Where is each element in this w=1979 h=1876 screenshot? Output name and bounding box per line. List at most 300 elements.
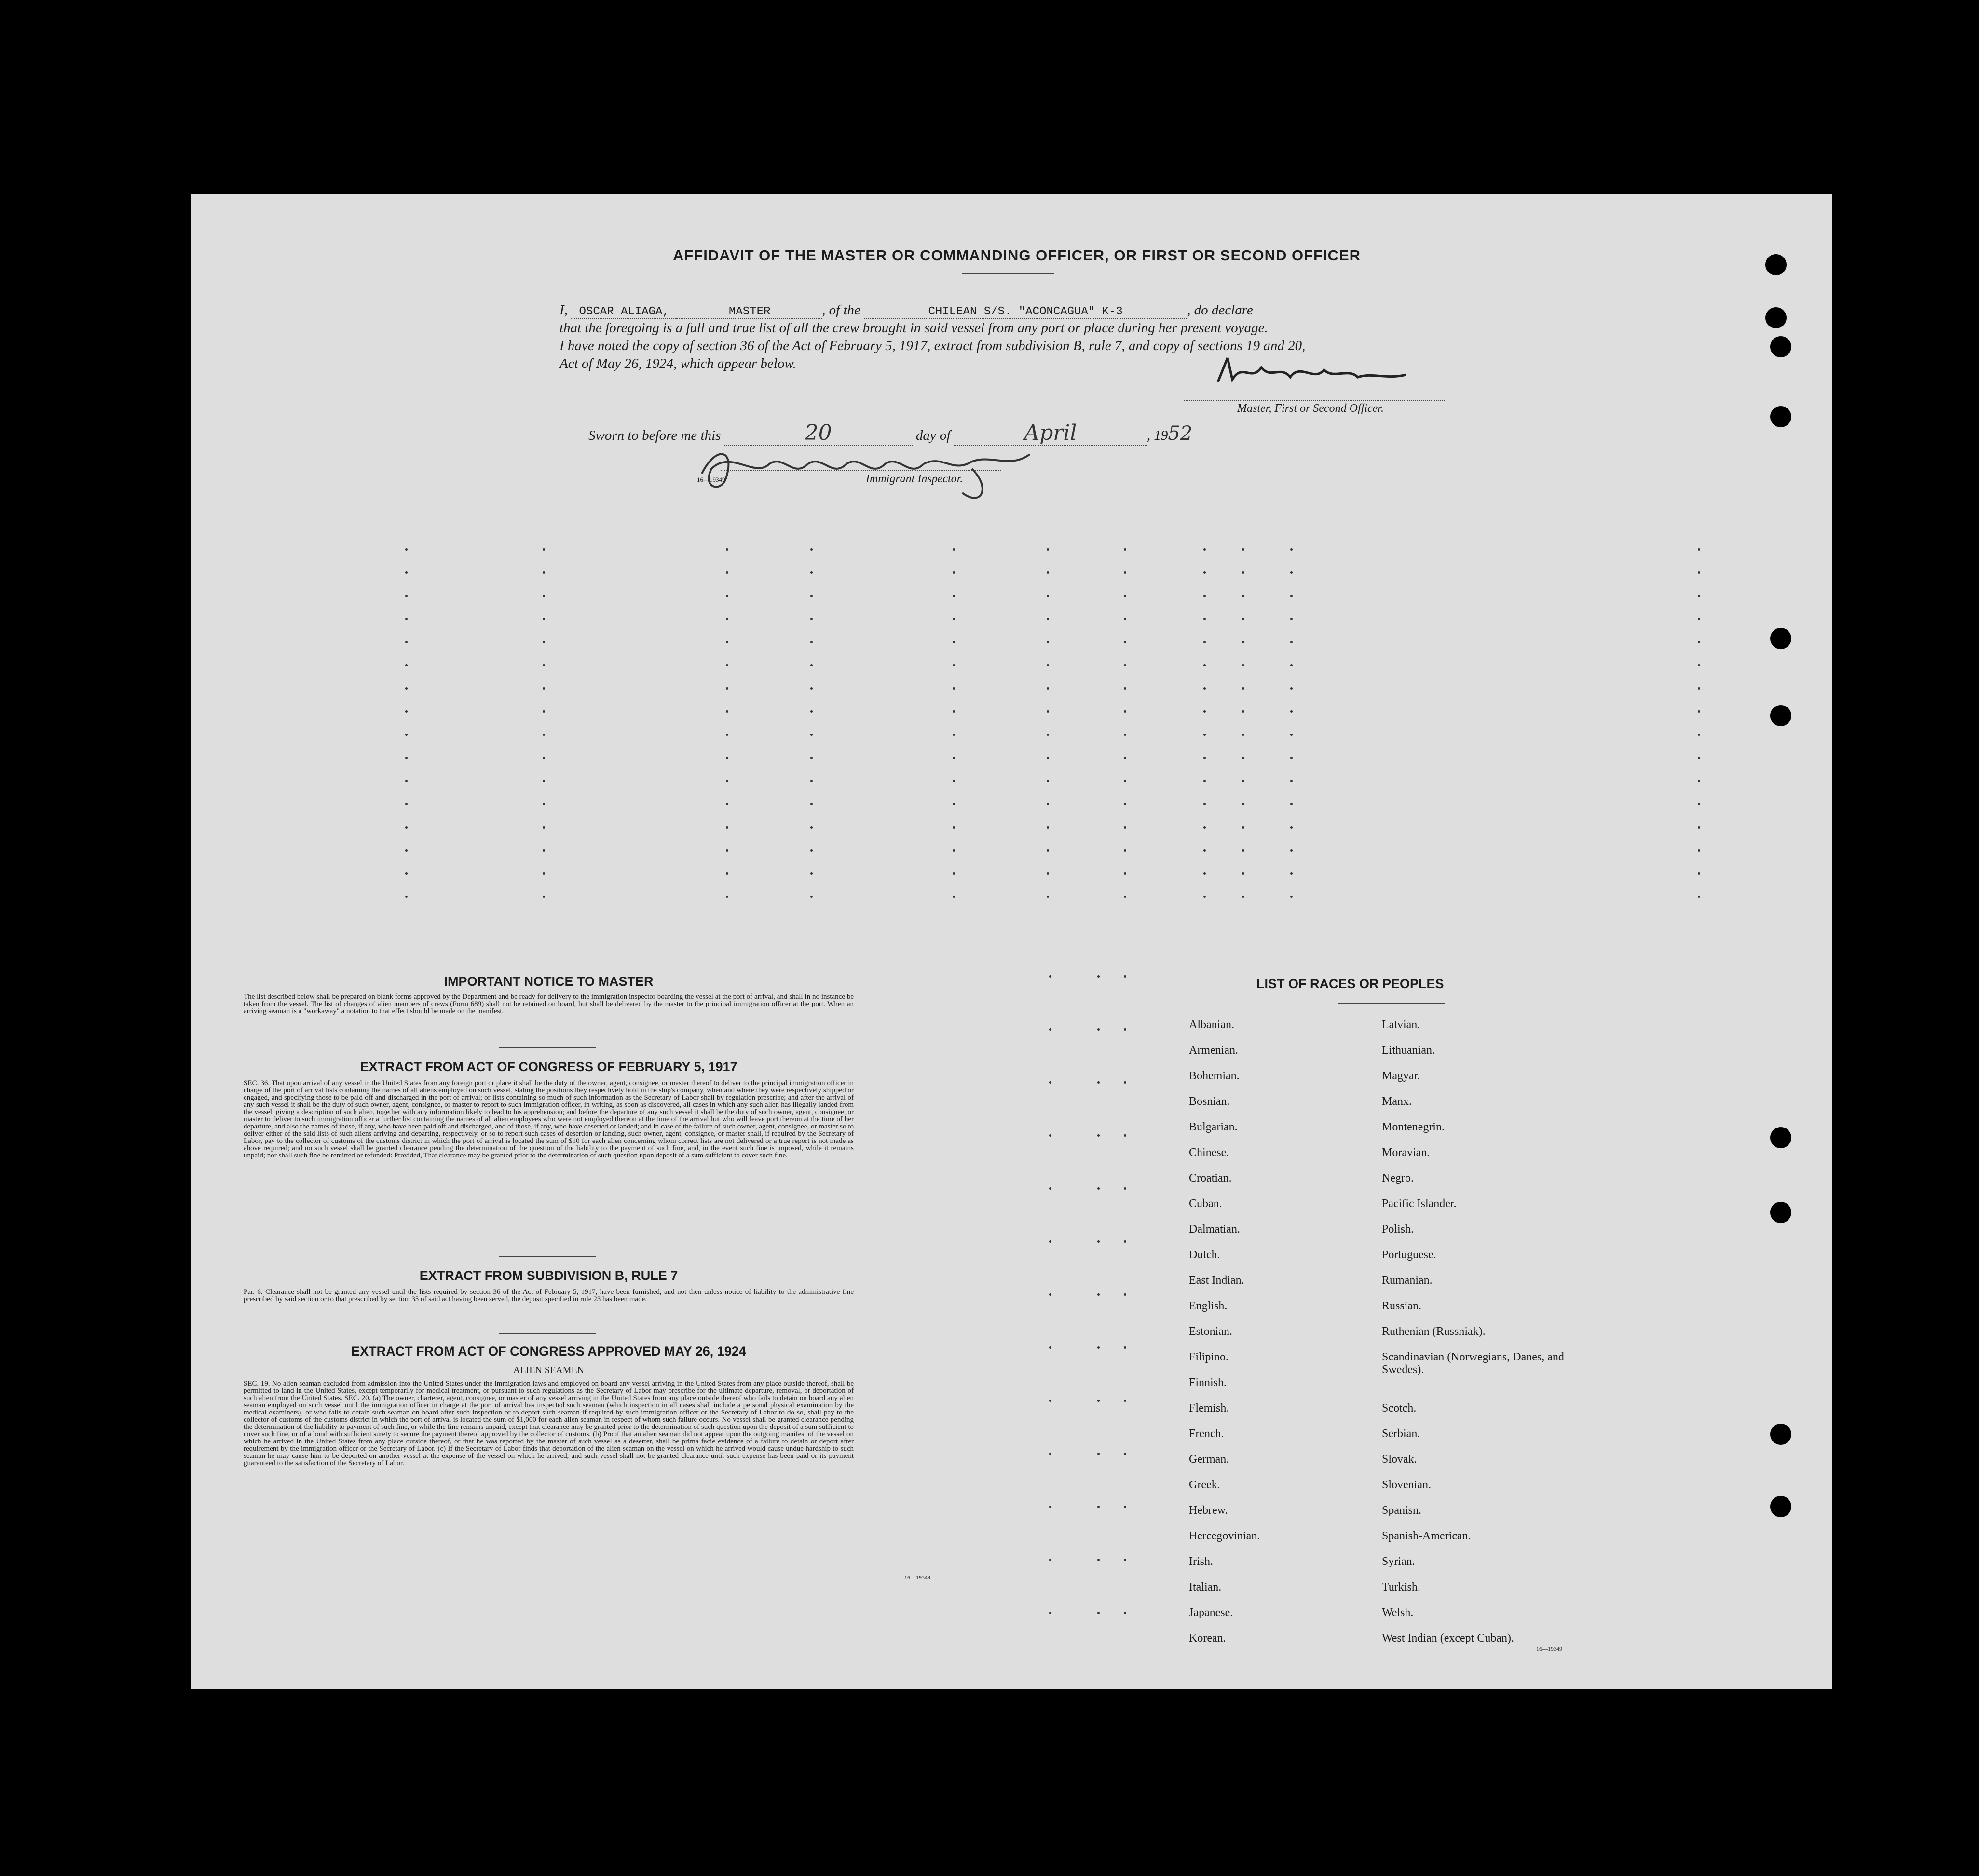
guide-dot <box>1097 1240 1100 1243</box>
affidavit-line-1 <box>560 302 1253 319</box>
races-title: LIST OF RACES OR PEOPLES <box>1256 977 1444 991</box>
guide-dot <box>1049 1240 1051 1243</box>
race-item: Negro. <box>1382 1172 1414 1184</box>
guide-dot <box>1097 1028 1100 1031</box>
guide-dot <box>1203 641 1206 643</box>
guide-dot <box>953 687 955 690</box>
guide-dot <box>1124 1134 1126 1137</box>
guide-dot <box>1047 734 1049 736</box>
guide-dot <box>1097 1187 1100 1190</box>
guide-dot <box>1203 571 1206 574</box>
guide-dot <box>1242 872 1244 875</box>
race-item: East Indian. <box>1189 1274 1244 1287</box>
guide-dot <box>1049 1453 1051 1455</box>
divider-1 <box>499 1047 596 1048</box>
form-number-top: 16—19349 <box>697 476 725 483</box>
guide-dot <box>1124 641 1126 643</box>
guide-dot <box>1242 571 1244 574</box>
guide-dot <box>1203 896 1206 898</box>
guide-dot <box>1124 803 1126 805</box>
guide-dot <box>810 849 813 852</box>
of-the: , of the <box>822 302 860 318</box>
guide-dot <box>1097 1400 1100 1402</box>
guide-dot <box>1049 1612 1051 1614</box>
guide-dot <box>405 618 408 620</box>
extract3-body: SEC. 19. No alien seaman excluded from admission into the United States under the immigration laws and employed on board any vessel arriving in the United States from any place outside thereof, shall be permitted to land in the United States, except temporarily for medical treatment, or pursuant to such regulations as the Secretary of Labor may prescribe for the ultimate departure, removal, or deportation of such alien from the United States. SEC. 20. (a) The owner, charterer, agent, consignee, or master of any vessel arriving in the United States from any place outside thereof who fails to detain on board any alien seaman employed on such vessel until the immigration officer in charge at the port of arrival has inspected such seaman (which inspection in all cases shall include a personal physical examination by the medical examiners), or who fails to detain such seaman on board after such inspection or to deport such seaman if required by such immigration officer or the Secretary of Labor to do so, shall pay to the collector of customs of the customs district in which the port of arrival is located the sum of $1,000 for each alien seaman in respect of whom such failure occurs. No vessel shall be granted clearance pending the determination of the liability to payment of such fine, or while the fine remains unpaid, except that clearance may be granted prior to the determination of such question upon the deposit of a sum sufficient to cover such fine, or of a bond with sufficient surety to secure the payment thereof approved by the collector of customs. (b) Proof that an alien seaman did not appear upon the outgoing manifest of the vessel on which he arrived in the United States from any place outside thereof, or that he was reported by the master of such vessel as a deserter, shall be prima facie evidence of a failure to detain or deport after requirement by the immigration officer or the Secretary of Labor. (c) If the Secretary of Labor finds that deportation of the alien seaman on the vessel on which he arrived would cause undue hardship to such seaman he may cause him to be deported on another vessel at the expense of the vessel on which he arrived, and such vessel shall not be granted clearance until such expense has been paid or its payment guaranteed to the satisfaction of the Secretary of Labor. <box>244 1380 854 1467</box>
guide-dot <box>810 826 813 829</box>
guide-dot <box>1242 664 1244 666</box>
guide-dot <box>953 571 955 574</box>
guide-dot <box>1242 780 1244 782</box>
guide-dot <box>1047 687 1049 690</box>
guide-dot <box>810 595 813 597</box>
master-signature-line <box>1184 400 1445 401</box>
guide-dot <box>953 664 955 666</box>
master-signature <box>1213 353 1416 392</box>
guide-dot <box>1124 710 1126 713</box>
master-name: OSCAR ALIAGA, <box>571 305 677 319</box>
divider-2 <box>499 1256 596 1257</box>
title-divider <box>962 273 1054 274</box>
guide-dot <box>1203 734 1206 736</box>
race-item: Korean. <box>1189 1632 1226 1645</box>
race-item: Turkish. <box>1382 1581 1420 1593</box>
guide-dot <box>1203 618 1206 620</box>
divider-3 <box>499 1333 596 1334</box>
guide-dot <box>1049 1400 1051 1402</box>
race-item: French. <box>1189 1427 1224 1440</box>
race-item: Polish. <box>1382 1223 1414 1236</box>
guide-dot <box>810 687 813 690</box>
guide-dot <box>1124 826 1126 829</box>
guide-dot <box>1124 687 1126 690</box>
guide-dot <box>1047 872 1049 875</box>
guide-dot <box>1203 595 1206 597</box>
sworn-label: Sworn to before me this <box>588 428 721 443</box>
guide-dot <box>1047 618 1049 620</box>
race-item: Bulgarian. <box>1189 1121 1238 1133</box>
guide-dot <box>1097 1293 1100 1296</box>
guide-dot <box>1290 571 1293 574</box>
race-item: Scotch. <box>1382 1402 1417 1414</box>
race-item: Ruthenian (Russniak). <box>1382 1325 1486 1338</box>
guide-dot <box>1047 757 1049 759</box>
guide-dot <box>953 872 955 875</box>
guide-dot <box>1698 849 1700 852</box>
guide-dot <box>810 896 813 898</box>
guide-dot <box>1049 1559 1051 1561</box>
races-divider <box>1338 1003 1445 1004</box>
guide-dot <box>953 710 955 713</box>
race-item: Syrian. <box>1382 1555 1415 1568</box>
guide-dot <box>543 734 545 736</box>
guide-dot <box>953 849 955 852</box>
race-item: Rumanian. <box>1382 1274 1433 1287</box>
document-page <box>191 194 1832 1689</box>
guide-dot <box>543 687 545 690</box>
guide-dot <box>1049 1506 1051 1508</box>
guide-dot <box>405 641 408 643</box>
race-item: Albanian. <box>1189 1019 1234 1031</box>
race-item: Bosnian. <box>1189 1095 1230 1108</box>
affidavit-title: AFFIDAVIT OF THE MASTER OR COMMANDING OFFICER, OR FIRST OR SECOND OFFICER <box>673 247 1361 264</box>
guide-dot <box>1124 1187 1126 1190</box>
guide-dot <box>1242 641 1244 643</box>
race-item: Lithuanian. <box>1382 1044 1435 1057</box>
guide-dot <box>1097 1612 1100 1614</box>
guide-dot <box>543 849 545 852</box>
guide-dot <box>1290 896 1293 898</box>
guide-dot <box>405 664 408 666</box>
race-item: Spanish-American. <box>1382 1530 1471 1542</box>
race-item: Welsh. <box>1382 1606 1414 1619</box>
punch-hole <box>1770 1127 1791 1148</box>
guide-dot <box>810 548 813 551</box>
guide-dot <box>1047 803 1049 805</box>
extract2-title: EXTRACT FROM SUBDIVISION B, RULE 7 <box>419 1268 678 1283</box>
inspector-signature-line <box>721 470 1001 471</box>
guide-dot <box>953 896 955 898</box>
guide-dot <box>1242 734 1244 736</box>
vessel-name: CHILEAN S/S. "ACONCAGUA" K-3 <box>864 305 1187 319</box>
guide-dot <box>726 641 728 643</box>
guide-dot <box>405 826 408 829</box>
guide-dot <box>1047 896 1049 898</box>
guide-dot <box>953 595 955 597</box>
guide-dot <box>1049 1293 1051 1296</box>
race-item: Portuguese. <box>1382 1249 1436 1261</box>
guide-dot <box>405 548 408 551</box>
guide-dot <box>726 571 728 574</box>
extract1-body: SEC. 36. That upon arrival of any vessel in the United States from any foreign port or place it shall be the duty of the owner, agent, consignee, or master thereof to deliver to the principal immigration officer in charge of the port of arrival lists containing the names of all aliens employed on such vessel, stating the positions they respectively hold in the ship's company, when and where they were respectively shipped or engaged, and specifying those to be paid off and discharged in the port of arrival; or lists containing so much of such information as the Secretary of Labor shall by regulation prescribe; and after the arrival of any such vessel it shall be the duty of such owner, agent, consignee, or master to report to such immigration officer, in writing, as soon as discovered, all cases in which any such alien has illegally landed from the vessel, giving a description of such alien, together with any information likely to lead to his apprehension; and before the departure of any such vessel it shall be the duty of such owner, agent, consignee, or master to deliver to such immigration officer a further list containing the names of all alien employees who were not employed thereon at the time of the arrival but who will leave port thereon at the time of her departure, and also the names of those, if any, who have been paid off and discharged, and of those, if any, who have deserted or landed; and in case of the failure of such owner, agent, consignee, or master so to deliver either of the said lists of such aliens arriving and departing, respectively, or so to report such cases of desertion or landing, such owner, agent, consignee, or master shall, if required by the Secretary of Labor, pay to the collector of customs of the customs district in which the port of arrival is located the sum of $10 for each alien concerning whom correct lists are not delivered or a true report is not made as above required; and no such vessel shall be granted clearance pending the determination of the question of the liability to the payment of such fine, and, in the event such fine is imposed, while it remains unpaid; nor shall such fine be remitted or refunded: Provided, That clearance may be granted prior to the determination of such question upon deposit of a sum sufficient to cover such fine. <box>244 1079 854 1159</box>
punch-hole <box>1770 1424 1791 1445</box>
guide-dot <box>953 803 955 805</box>
guide-dot <box>1698 872 1700 875</box>
races-column-1 <box>1189 1019 1260 1658</box>
race-item: Moravian. <box>1382 1146 1430 1159</box>
guide-dot <box>1242 548 1244 551</box>
guide-dot <box>1124 849 1126 852</box>
race-item: Montenegrin. <box>1382 1121 1445 1133</box>
punch-hole <box>1770 336 1791 357</box>
guide-dot <box>1124 664 1126 666</box>
guide-dot <box>1047 780 1049 782</box>
guide-dot <box>1049 1081 1051 1084</box>
guide-dot <box>1698 548 1700 551</box>
race-item: Bohemian. <box>1189 1070 1240 1082</box>
guide-dot <box>1124 1081 1126 1084</box>
race-item: Hebrew. <box>1189 1504 1228 1517</box>
guide-dot <box>1097 1081 1100 1084</box>
guide-dot <box>1097 1134 1100 1137</box>
guide-dot <box>726 687 728 690</box>
guide-dot <box>810 757 813 759</box>
guide-dot <box>1290 826 1293 829</box>
guide-dot <box>405 595 408 597</box>
guide-dot <box>726 849 728 852</box>
guide-dot <box>1124 975 1126 978</box>
guide-dot <box>1698 826 1700 829</box>
day-of-label: day of <box>915 428 951 443</box>
guide-dot <box>1124 618 1126 620</box>
guide-dot <box>543 896 545 898</box>
guide-dot <box>726 896 728 898</box>
race-item: English. <box>1189 1300 1228 1312</box>
guide-dot <box>405 571 408 574</box>
race-item: Manx. <box>1382 1095 1412 1108</box>
extract3-subtitle: ALIEN SEAMEN <box>513 1365 585 1375</box>
guide-dot <box>810 872 813 875</box>
guide-dot <box>726 826 728 829</box>
guide-dot <box>1203 803 1206 805</box>
guide-dot <box>1290 618 1293 620</box>
guide-dot <box>1047 826 1049 829</box>
guide-dot <box>726 595 728 597</box>
do-declare: , do declare <box>1187 302 1253 318</box>
guide-dot <box>1290 710 1293 713</box>
race-item: Spanisn. <box>1382 1504 1422 1517</box>
guide-dot <box>1698 757 1700 759</box>
guide-dot <box>405 849 408 852</box>
notice-title: IMPORTANT NOTICE TO MASTER <box>444 974 654 989</box>
guide-dot <box>810 641 813 643</box>
guide-dot <box>1124 1240 1126 1243</box>
guide-dot <box>1242 710 1244 713</box>
guide-dot <box>1242 826 1244 829</box>
guide-dot <box>953 780 955 782</box>
race-item: Latvian. <box>1382 1019 1420 1031</box>
guide-dot <box>1698 641 1700 643</box>
guide-dot <box>1047 548 1049 551</box>
guide-dot <box>1698 571 1700 574</box>
guide-dot <box>1242 849 1244 852</box>
guide-dot <box>1290 641 1293 643</box>
guide-dot <box>810 734 813 736</box>
guide-dot <box>1124 1453 1126 1455</box>
guide-dot <box>1290 849 1293 852</box>
guide-dot <box>1242 687 1244 690</box>
form-number-bottom-left: 16—19349 <box>904 1574 930 1581</box>
guide-dot <box>1124 1612 1126 1614</box>
punch-hole <box>1770 406 1791 427</box>
guide-dot <box>1203 710 1206 713</box>
race-item: Greek. <box>1189 1479 1220 1491</box>
guide-dot <box>543 710 545 713</box>
guide-dot <box>726 548 728 551</box>
guide-dot <box>1124 1400 1126 1402</box>
punch-hole <box>1770 1202 1791 1223</box>
guide-dot <box>543 664 545 666</box>
race-item: Finnish. <box>1189 1376 1227 1389</box>
guide-dot <box>953 734 955 736</box>
guide-dot <box>1203 687 1206 690</box>
guide-dot <box>1242 803 1244 805</box>
punch-hole <box>1770 1496 1791 1517</box>
notice-body: The list described below shall be prepared on blank forms approved by the Department and be ready for delivery to the immigration inspector boarding the vessel at the port of arrival, and shall in no instance be taken from the vessel. The list of changes of alien members of crews (Form 689) shall not be retained on board, but shall be delivered by the master to the principal immigration officer at the port. When an arriving seaman is a "workaway" a notation to that effect should be made on the manifest. <box>244 993 854 1015</box>
guide-dot <box>1698 780 1700 782</box>
guide-dot <box>543 780 545 782</box>
guide-dot <box>543 595 545 597</box>
punch-hole <box>1770 705 1791 726</box>
guide-dot <box>1047 849 1049 852</box>
guide-dot <box>543 641 545 643</box>
race-item: Italian. <box>1189 1581 1222 1593</box>
race-item: Dutch. <box>1189 1249 1220 1261</box>
guide-dot <box>1097 1559 1100 1561</box>
guide-dot <box>543 571 545 574</box>
guide-dot <box>1203 780 1206 782</box>
master-label: Master, First or Second Officer. <box>1237 402 1384 415</box>
guide-dot <box>1124 896 1126 898</box>
race-item: Armenian. <box>1189 1044 1238 1057</box>
guide-dot <box>1124 548 1126 551</box>
guide-dot <box>543 872 545 875</box>
race-item: Slovak. <box>1382 1453 1417 1466</box>
guide-dot <box>1290 734 1293 736</box>
guide-dot <box>1124 1346 1126 1349</box>
guide-dot <box>1124 571 1126 574</box>
guide-dot <box>1049 1187 1051 1190</box>
guide-dot <box>1203 826 1206 829</box>
guide-dot <box>953 548 955 551</box>
inspector-signature <box>682 435 1049 507</box>
race-item: Japanese. <box>1189 1606 1233 1619</box>
guide-dot <box>726 872 728 875</box>
guide-dot <box>726 734 728 736</box>
affidavit-line-2: that the foregoing is a full and true list of all the crew brought in said vessel from any port or place during her present voyage. <box>560 320 1268 336</box>
extract3-title: EXTRACT FROM ACT OF CONGRESS APPROVED MAY 26, 1924 <box>351 1344 746 1359</box>
guide-dot <box>726 780 728 782</box>
race-item: West Indian (except Cuban). <box>1382 1632 1514 1645</box>
race-item: Slovenian. <box>1382 1479 1431 1491</box>
guide-dot <box>810 780 813 782</box>
guide-dot <box>1049 975 1051 978</box>
guide-dot <box>1290 595 1293 597</box>
race-item: Filipino. <box>1189 1351 1229 1363</box>
guide-dot <box>1047 641 1049 643</box>
guide-dot <box>1203 872 1206 875</box>
guide-dot <box>1290 757 1293 759</box>
races-column-2 <box>1382 1019 1584 1658</box>
guide-dot <box>405 803 408 805</box>
guide-dot <box>726 757 728 759</box>
guide-dot <box>1124 595 1126 597</box>
guide-dot <box>810 803 813 805</box>
race-item: Dalmatian. <box>1189 1223 1240 1236</box>
guide-dot <box>1203 664 1206 666</box>
guide-dot <box>543 757 545 759</box>
guide-dot <box>405 710 408 713</box>
guide-dot <box>1242 757 1244 759</box>
guide-dot <box>1698 803 1700 805</box>
guide-dot <box>1698 664 1700 666</box>
guide-dot <box>1097 1453 1100 1455</box>
guide-dot <box>1290 687 1293 690</box>
guide-dot <box>953 757 955 759</box>
guide-dot <box>1698 734 1700 736</box>
guide-dot <box>1124 757 1126 759</box>
guide-dot <box>726 803 728 805</box>
race-item: Hercegovinian. <box>1189 1530 1260 1542</box>
guide-dot <box>953 826 955 829</box>
sworn-year: 52 <box>1168 422 1193 445</box>
guide-dot <box>1203 757 1206 759</box>
guide-dot <box>1047 571 1049 574</box>
guide-dot <box>1290 664 1293 666</box>
guide-dot <box>1124 734 1126 736</box>
sworn-day: 20 <box>724 421 913 446</box>
guide-dot <box>1049 1346 1051 1349</box>
guide-dot <box>810 618 813 620</box>
guide-dot <box>1049 1134 1051 1137</box>
race-item: Estonian. <box>1189 1325 1232 1338</box>
guide-dot <box>1124 872 1126 875</box>
guide-dot <box>543 618 545 620</box>
race-item: Pacific Islander. <box>1382 1197 1457 1210</box>
master-rank: MASTER <box>677 305 822 319</box>
guide-dot <box>1203 849 1206 852</box>
guide-dot <box>1698 896 1700 898</box>
guide-dot <box>543 826 545 829</box>
guide-dot <box>1290 872 1293 875</box>
guide-dot <box>1698 687 1700 690</box>
guide-dot <box>1242 595 1244 597</box>
guide-dot <box>810 571 813 574</box>
guide-dot <box>405 780 408 782</box>
punch-hole <box>1765 254 1787 275</box>
guide-dot <box>953 618 955 620</box>
guide-dot <box>405 896 408 898</box>
race-item: Croatian. <box>1189 1172 1232 1184</box>
guide-dot <box>405 734 408 736</box>
guide-dot <box>1097 1506 1100 1508</box>
guide-dot <box>1698 618 1700 620</box>
guide-dot <box>1698 595 1700 597</box>
guide-dot <box>1242 896 1244 898</box>
guide-dot <box>1124 1559 1126 1561</box>
race-item: Scandinavian (Norwegians, Danes, and Swedes). <box>1382 1351 1564 1376</box>
race-item: Cuban. <box>1189 1197 1222 1210</box>
guide-dot <box>726 618 728 620</box>
guide-dot <box>1242 618 1244 620</box>
guide-dot <box>1290 780 1293 782</box>
guide-dot <box>1290 803 1293 805</box>
extract2-body: Par. 6. Clearance shall not be granted any vessel until the lists required by section 36 of the Act of February 5, 1917, have been furnished, and not then unless notice of liability to the administrative fine prescribed by said section or to that prescribed by section 35 of said act having been served, the deposit specified in rule 23 has been made. <box>244 1288 854 1303</box>
race-item: Serbian. <box>1382 1427 1420 1440</box>
guide-dot <box>405 872 408 875</box>
guide-dot <box>810 710 813 713</box>
guide-dot <box>1097 975 1100 978</box>
guide-dot <box>1049 1028 1051 1031</box>
race-item: Chinese. <box>1189 1146 1229 1159</box>
affidavit-line-4: Act of May 26, 1924, which appear below. <box>560 356 796 371</box>
guide-dot <box>405 757 408 759</box>
guide-dot <box>1097 1346 1100 1349</box>
guide-dot <box>1124 1506 1126 1508</box>
guide-dot <box>953 641 955 643</box>
sworn-month: April <box>954 421 1147 446</box>
affidavit-line-3: I have noted the copy of section 36 of the Act of February 5, 1917, extract from subdivision B, rule 7, and copy of sections 19 and 20, <box>560 338 1306 353</box>
guide-dot <box>1290 548 1293 551</box>
guide-dot <box>1047 664 1049 666</box>
guide-dot <box>1047 710 1049 713</box>
race-item: Flemish. <box>1189 1402 1229 1414</box>
race-item: Magyar. <box>1382 1070 1420 1082</box>
guide-dot <box>1698 710 1700 713</box>
affidavit-i: I, <box>560 302 568 318</box>
extract1-title: EXTRACT FROM ACT OF CONGRESS OF FEBRUARY 5, 1917 <box>360 1060 737 1074</box>
race-item: Irish. <box>1189 1555 1213 1568</box>
